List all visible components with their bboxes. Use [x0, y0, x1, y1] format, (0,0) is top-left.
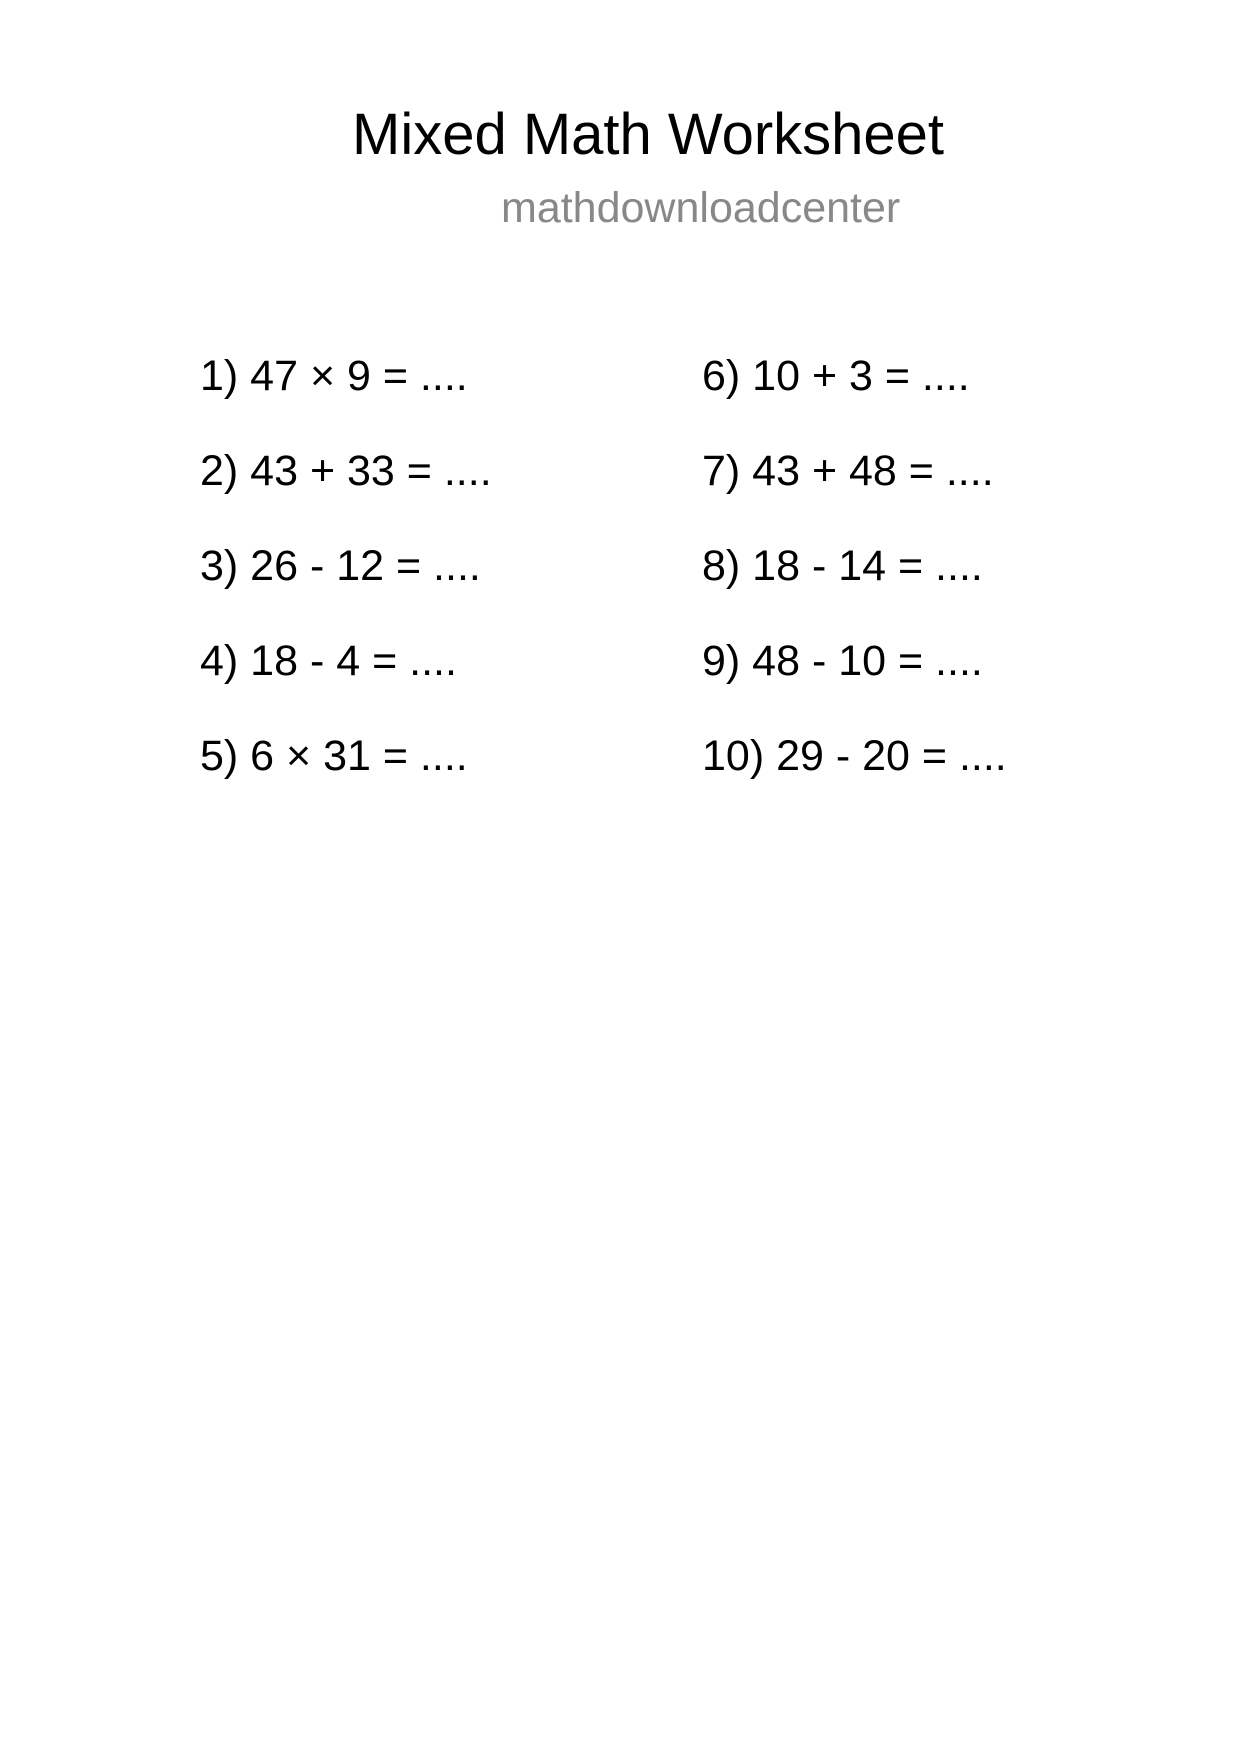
- problem-item-4: 4) 18 - 4 = ....: [200, 637, 457, 685]
- page-title: Mixed Math Worksheet: [352, 102, 945, 167]
- problem-item-3: 3) 26 - 12 = ....: [200, 542, 481, 590]
- problem-item-9: 9) 48 - 10 = ....: [702, 637, 983, 685]
- problem-item-8: 8) 18 - 14 = ....: [702, 542, 983, 590]
- problem-item-7: 7) 43 + 48 = ....: [702, 447, 994, 495]
- problem-item-2: 2) 43 + 33 = ....: [200, 447, 492, 495]
- problem-item-1: 1) 47 × 9 = ....: [200, 352, 468, 400]
- problem-item-10: 10) 29 - 20 = ....: [702, 732, 1007, 780]
- problem-item-6: 6) 10 + 3 = ....: [702, 352, 970, 400]
- problem-item-5: 5) 6 × 31 = ....: [200, 732, 468, 780]
- source-subtitle: mathdownloadcenter: [501, 184, 901, 232]
